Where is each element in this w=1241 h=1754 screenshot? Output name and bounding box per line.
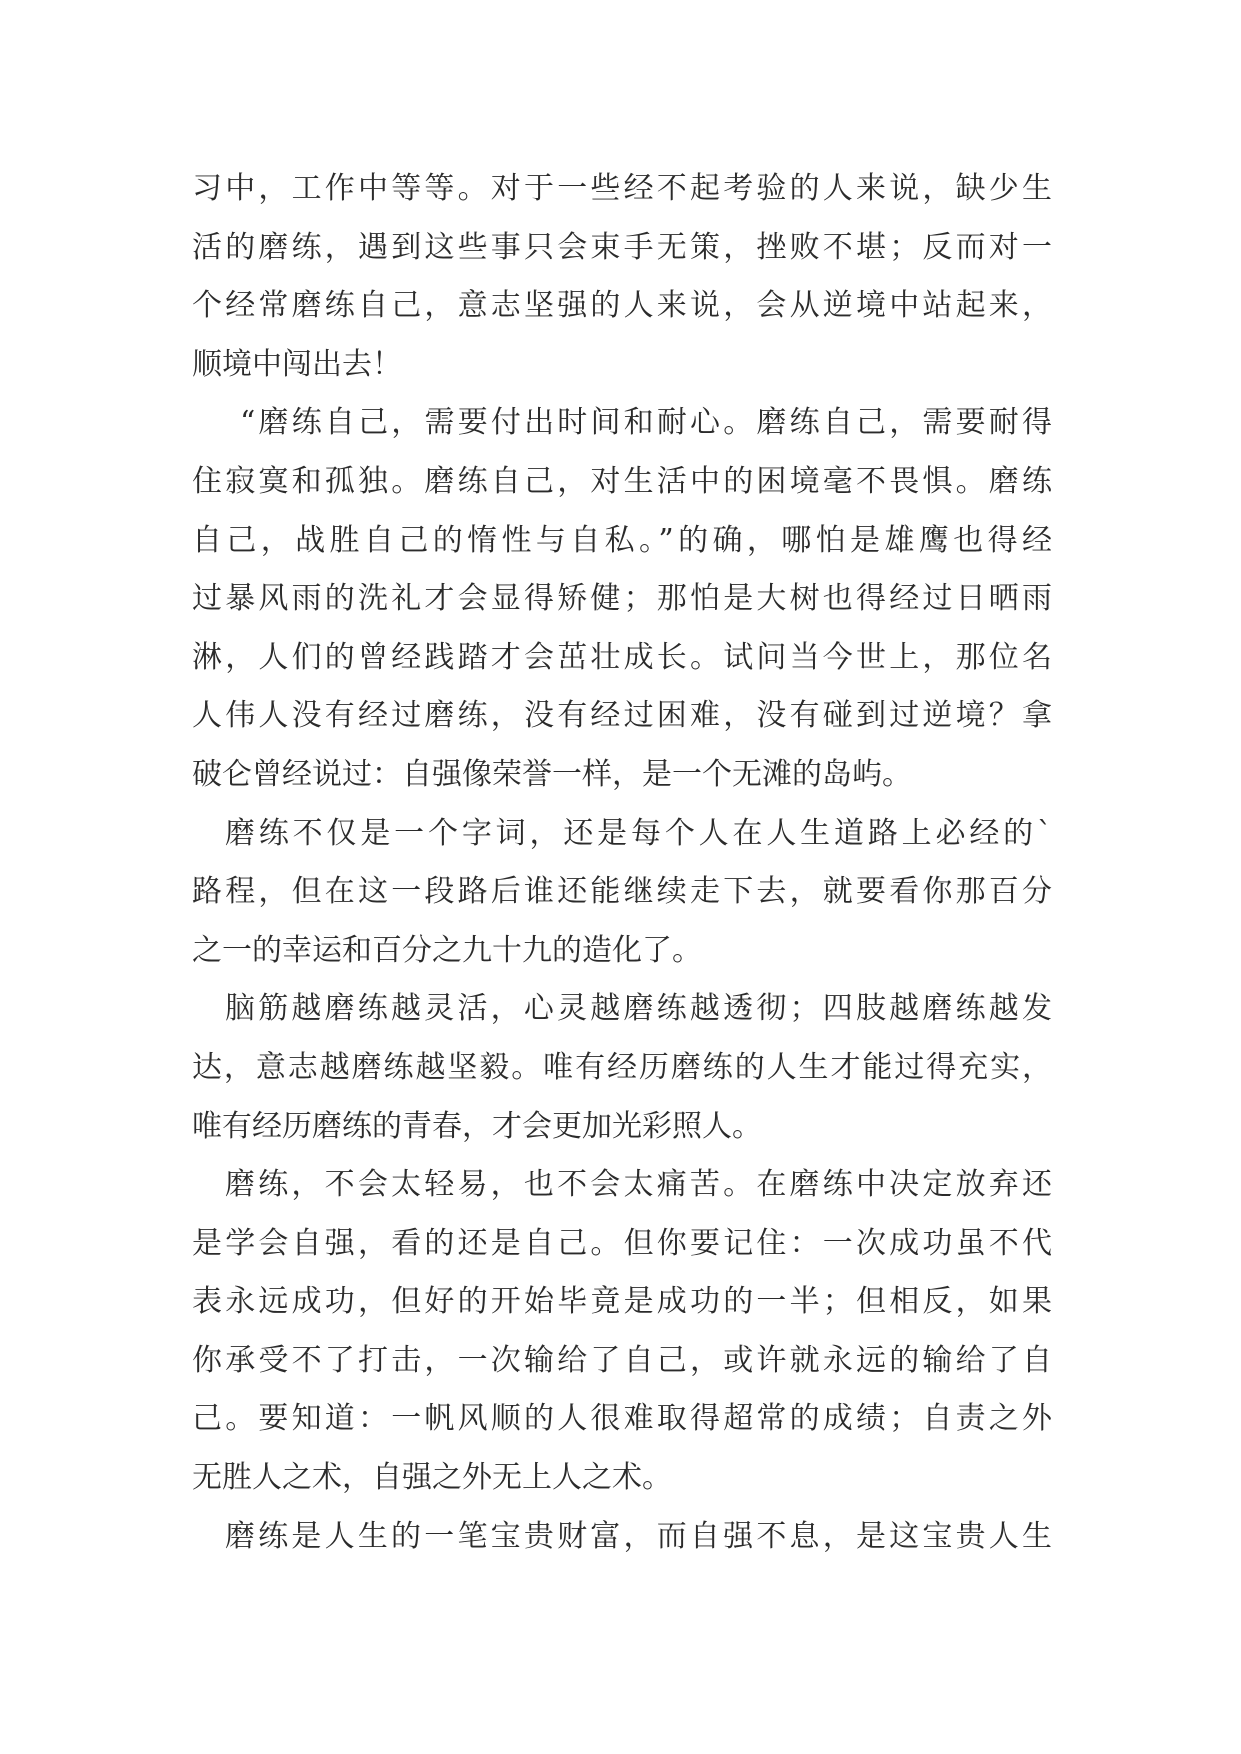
text-line: 无胜人之术，自强之外无上人之术。 — [192, 1460, 672, 1496]
text-line: 脑筋越磨练越灵活，心灵越磨练越透彻；四肢越磨练越发 — [225, 991, 1052, 1027]
text-line: 磨练是人生的一笔宝贵财富，而自强不息，是这宝贵人生 — [225, 1518, 1052, 1554]
text-line: 破仑曾经说过：自强像荣誉一样，是一个无滩的岛屿。 — [192, 756, 912, 792]
text-line: 习中，工作中等等。对于一些经不起考验的人来说，缺少生 — [192, 171, 1052, 206]
text-line: 磨练不仅是一个字词，还是每个人在人生道路上必经的` — [225, 815, 1052, 851]
text-line: 过暴风雨的洗礼才会显得矫健；那怕是大树也得经过日晒雨 — [192, 581, 1052, 617]
text-line: 之一的幸运和百分之九十九的造化了。 — [192, 932, 702, 968]
text-line: 个经常磨练自己，意志坚强的人来说，会从逆境中站起来， — [192, 288, 1052, 324]
document-body — [192, 160, 1052, 1566]
text-line: 磨练，不会太轻易，也不会太痛苦。在磨练中决定放弃还 — [225, 1167, 1052, 1203]
text-line: 人伟人没有经过磨练，没有经过困难，没有碰到过逆境？拿 — [192, 698, 1052, 734]
text-line: 活的磨练，遇到这些事只会束手无策，挫败不堪；反而对一 — [192, 229, 1052, 265]
text-line: 己。要知道：一帆风顺的人很难取得超常的成绩；自责之外 — [192, 1401, 1052, 1437]
text-line: 住寂寞和孤独。磨练自己，对生活中的困境毫不畏惧。磨练 — [192, 463, 1052, 499]
text-line: “磨练自己，需要付出时间和耐心。磨练自己，需要耐得 — [240, 405, 1052, 441]
text-line: 自己，战胜自己的惰性与自私。”的确，哪怕是雄鹰也得经 — [192, 522, 1052, 558]
text-line: 达，意志越磨练越坚毅。唯有经历磨练的人生才能过得充实， — [192, 1049, 1052, 1085]
text-line: 唯有经历磨练的青春，才会更加光彩照人。 — [192, 1108, 762, 1144]
text-line: 淋，人们的曾经践踏才会茁壮成长。试问当今世上，那位名 — [192, 639, 1052, 675]
text-line: 顺境中闯出去！ — [192, 346, 402, 382]
text-line: 路程，但在这一段路后谁还能继续走下去，就要看你那百分 — [192, 874, 1052, 910]
text-line: 是学会自强，看的还是自己。但你要记住：一次成功虽不代 — [192, 1225, 1052, 1261]
text-line: 表永远成功，但好的开始毕竟是成功的一半；但相反，如果 — [192, 1284, 1052, 1320]
text-line: 你承受不了打击，一次输给了自己，或许就永远的输给了自 — [192, 1342, 1052, 1378]
